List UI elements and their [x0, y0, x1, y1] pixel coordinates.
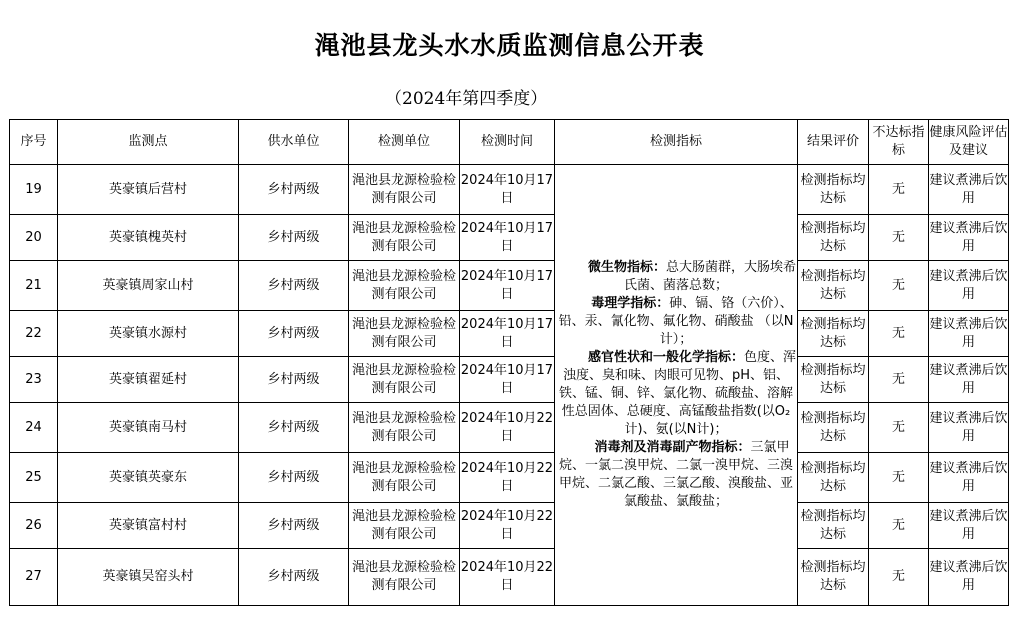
cell-result: 检测指标均达标 [798, 261, 869, 311]
table-row [10, 503, 1009, 549]
cell-health: 建议煮沸后饮用 [929, 261, 1009, 311]
cell-time: 2024年10月22日 [460, 549, 555, 606]
cell-site: 英豪镇周家山村 [58, 261, 239, 311]
cell-failed: 无 [869, 453, 929, 503]
cell-result: 检测指标均达标 [798, 165, 869, 215]
cell-health: 建议煮沸后饮用 [929, 403, 1009, 453]
cell-result: 检测指标均达标 [798, 403, 869, 453]
table-row [10, 357, 1009, 403]
page-subtitle: （2024年第四季度） [385, 89, 548, 109]
cell-seq: 23 [10, 357, 58, 403]
cell-site: 英豪镇吴窑头村 [58, 549, 239, 606]
cell-lab: 渑池县龙源检验检测有限公司 [349, 357, 460, 403]
cell-time: 2024年10月22日 [460, 403, 555, 453]
cell-supply: 乡村两级 [239, 215, 349, 261]
cell-time: 2024年10月17日 [460, 311, 555, 357]
cell-time: 2024年10月17日 [460, 261, 555, 311]
table-row [10, 215, 1009, 261]
cell-seq: 19 [10, 165, 58, 215]
cell-result: 检测指标均达标 [798, 503, 869, 549]
cell-supply: 乡村两级 [239, 503, 349, 549]
cell-site: 英豪镇英豪东 [58, 453, 239, 503]
header-result: 结果评价 [798, 120, 869, 165]
cell-time: 2024年10月17日 [460, 357, 555, 403]
cell-health: 建议煮沸后饮用 [929, 453, 1009, 503]
header-supply: 供水单位 [239, 120, 349, 165]
cell-seq: 21 [10, 261, 58, 311]
cell-site: 英豪镇南马村 [58, 403, 239, 453]
cell-health: 建议煮沸后饮用 [929, 549, 1009, 606]
cell-time: 2024年10月22日 [460, 453, 555, 503]
table-row [10, 261, 1009, 311]
cell-supply: 乡村两级 [239, 357, 349, 403]
cell-supply: 乡村两级 [239, 403, 349, 453]
cell-supply: 乡村两级 [239, 549, 349, 606]
indicators-cell [555, 165, 798, 606]
sense-heading: 感官性状和一般化学指标： [587, 350, 744, 365]
cell-health: 建议煮沸后饮用 [929, 311, 1009, 357]
cell-result: 检测指标均达标 [798, 549, 869, 606]
table-row [10, 549, 1009, 606]
cell-site: 英豪镇富村村 [58, 503, 239, 549]
micro-heading: 微生物指标： [587, 260, 666, 275]
cell-seq: 22 [10, 311, 58, 357]
cell-health: 建议煮沸后饮用 [929, 165, 1009, 215]
micro-text: 总大肠菌群，大肠埃希氏菌、菌落总数； [623, 260, 797, 293]
cell-seq: 25 [10, 453, 58, 503]
cell-seq: 20 [10, 215, 58, 261]
table-row [10, 165, 1009, 215]
table-header-row [10, 120, 1009, 165]
cell-site: 英豪镇翟延村 [58, 357, 239, 403]
cell-failed: 无 [869, 261, 929, 311]
header-lab: 检测单位 [349, 120, 460, 165]
disinfect-text: 三氯甲烷、一氯二溴甲烷、二氯一溴甲烷、三溴甲烷、二氯乙酸、三氯乙酸、溴酸盐、亚氯酸盐、氯酸盐； [558, 440, 793, 509]
cell-lab: 渑池县龙源检验检测有限公司 [349, 311, 460, 357]
cell-lab: 渑池县龙源检验检测有限公司 [349, 549, 460, 606]
header-seq: 序号 [10, 120, 58, 165]
cell-lab: 渑池县龙源检验检测有限公司 [349, 403, 460, 453]
tox-heading: 毒理学指标： [591, 296, 670, 311]
cell-failed: 无 [869, 549, 929, 606]
header-site: 监测点 [58, 120, 239, 165]
cell-lab: 渑池县龙源检验检测有限公司 [349, 503, 460, 549]
cell-seq: 26 [10, 503, 58, 549]
cell-seq: 24 [10, 403, 58, 453]
sense-text: 色度、浑浊度、臭和味、肉眼可见物、pH、铝、铁、锰、铜、锌、氯化物、硫酸盐、溶解性总固体、总硬度、高锰酸盐指数(以O₂计)、氨(以N计)； [558, 350, 797, 437]
cell-lab: 渑池县龙源检验检测有限公司 [349, 453, 460, 503]
cell-lab: 渑池县龙源检验检测有限公司 [349, 165, 460, 215]
cell-result: 检测指标均达标 [798, 311, 869, 357]
disinfect-heading: 消毒剂及消毒副产物指标： [594, 440, 751, 455]
cell-supply: 乡村两级 [239, 311, 349, 357]
header-health: 健康风险评估及建议 [929, 120, 1009, 165]
cell-supply: 乡村两级 [239, 261, 349, 311]
cell-failed: 无 [869, 503, 929, 549]
page-title: 渑池县龙头水水质监测信息公开表 [314, 31, 705, 60]
tox-text: 砷、镉、铬（六价）、铅、汞、氰化物、氟化物、硝酸盐 （以N计）； [558, 296, 794, 347]
cell-failed: 无 [869, 215, 929, 261]
cell-supply: 乡村两级 [239, 453, 349, 503]
cell-failed: 无 [869, 165, 929, 215]
header-time: 检测时间 [460, 120, 555, 165]
table-row [10, 453, 1009, 503]
cell-health: 建议煮沸后饮用 [929, 503, 1009, 549]
cell-time: 2024年10月17日 [460, 215, 555, 261]
cell-supply: 乡村两级 [239, 165, 349, 215]
table-row [10, 311, 1009, 357]
cell-lab: 渑池县龙源检验检测有限公司 [349, 215, 460, 261]
cell-failed: 无 [869, 357, 929, 403]
table-row [10, 403, 1009, 453]
cell-site: 英豪镇后营村 [58, 165, 239, 215]
cell-result: 检测指标均达标 [798, 357, 869, 403]
cell-time: 2024年10月22日 [460, 503, 555, 549]
header-indicators: 检测指标 [555, 120, 798, 165]
cell-time: 2024年10月17日 [460, 165, 555, 215]
cell-lab: 渑池县龙源检验检测有限公司 [349, 261, 460, 311]
cell-site: 英豪镇槐英村 [58, 215, 239, 261]
water-quality-table [9, 119, 1009, 606]
header-failed: 不达标指标 [869, 120, 929, 165]
cell-result: 检测指标均达标 [798, 453, 869, 503]
cell-failed: 无 [869, 403, 929, 453]
cell-result: 检测指标均达标 [798, 215, 869, 261]
cell-health: 建议煮沸后饮用 [929, 215, 1009, 261]
cell-site: 英豪镇水源村 [58, 311, 239, 357]
cell-health: 建议煮沸后饮用 [929, 357, 1009, 403]
cell-failed: 无 [869, 311, 929, 357]
cell-seq: 27 [10, 549, 58, 606]
